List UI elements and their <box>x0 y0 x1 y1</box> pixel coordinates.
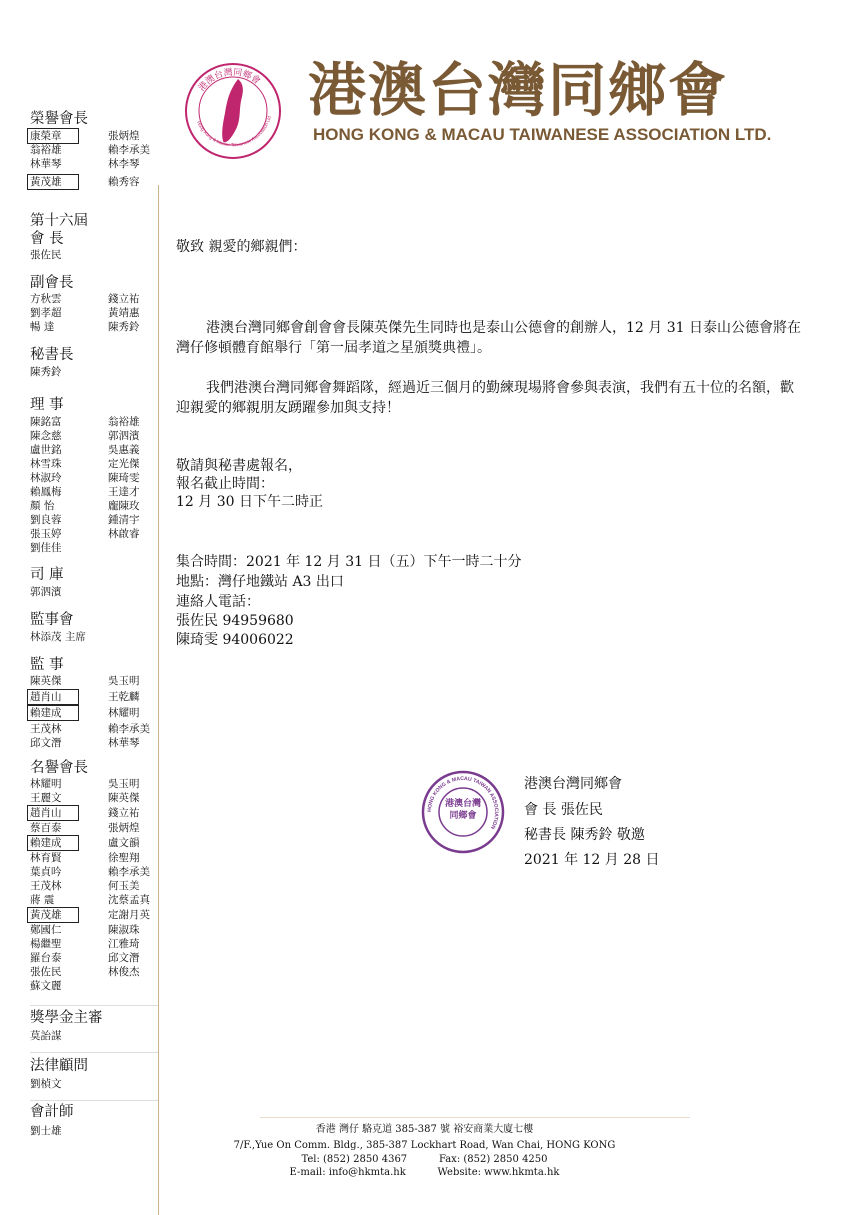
register-deadline: 12 月 30 日下午二時正 <box>176 494 323 510</box>
footer-address-en: 7/F.,Yue On Comm. Bldg., 385-387 Lockhart Road, Wan Chai, HONG KONG <box>233 1140 616 1151</box>
contact-line: 張佐民 94959680 <box>176 613 294 629</box>
scholarship-name: 莫詒謀 <box>30 1030 62 1042</box>
list-item: 林淑玲 陳琦雯 <box>30 472 140 484</box>
supervisors-title: 監 事 <box>30 657 64 673</box>
treasurer-name: 郭泗濱 <box>30 586 62 598</box>
association-title-cn: 港澳台灣同鄉會 <box>308 56 729 124</box>
signature-date: 2021 年 12 月 28 日 <box>524 852 660 868</box>
sidebar-separator <box>30 1100 158 1101</box>
letter-greeting: 敬致 親愛的鄉親們： <box>176 239 307 255</box>
detail-line: 集合時間：2021 年 12 月 31 日（五）下午一時二十分 <box>176 554 522 570</box>
signature-chair: 會 長 張佐民 <box>524 802 603 818</box>
list-item: 邱文潛 林華琴 <box>30 737 140 749</box>
footer-phone: Tel: (852) 2850 4367 Fax: (852) 2850 4250 <box>301 1154 548 1165</box>
list-item: 方秋雲 錢立祐 <box>30 293 140 305</box>
association-title-en: HONG KONG & MACAU TAIWANESE ASSOCIATION LTD. <box>313 125 772 144</box>
list-item: 鄭國仁 陳淑珠 <box>30 924 140 936</box>
supervisory-chair: 林添茂 主席 <box>30 631 86 643</box>
treasurer-title: 司 庫 <box>30 567 64 583</box>
list-item: 賴建成 盧文韻 <box>30 837 140 849</box>
secretary-name: 陳秀鈴 <box>30 366 62 378</box>
accountant-title: 會計師 <box>30 1104 74 1120</box>
list-item: 蔡百泰 張炳煌 <box>30 822 140 834</box>
list-item: 賴建成 林耀明 <box>30 707 140 719</box>
chair-title: 會 長 <box>30 231 64 247</box>
list-item: 賴鳳梅 王達才 <box>30 486 140 498</box>
sidebar-separator <box>30 1005 158 1006</box>
list-item: 劉良蓉 鍾清宇 <box>30 514 140 526</box>
list-item: 康榮章 張炳煌 <box>30 130 140 142</box>
detail-line: 連絡人電話： <box>176 594 260 610</box>
honorary-chair-title: 榮譽會長 <box>30 111 88 127</box>
list-item: 翁裕雄 賴李承美 <box>30 144 150 156</box>
signature-org: 港澳台灣同鄉會 <box>524 776 622 792</box>
list-item: 盧世銘 吳惠義 <box>30 444 140 456</box>
list-item: 楊繼聖 江雅琦 <box>30 938 140 950</box>
association-stamp: HONG KONG & MACAU TAIWAN ASSOCIATION 港澳台灣同鄉會 <box>421 770 505 854</box>
list-item: 蘇文麗 <box>30 980 62 992</box>
list-item: 葉貞吟 賴李承美 <box>30 866 150 878</box>
register-line: 敬請與秘書處報名， <box>176 458 302 474</box>
footer-divider <box>260 1117 690 1118</box>
letter-paragraph-2: 我們港澳台灣同鄉會舞蹈隊，經過近三個月的勤練現場將會參與表演，我們有五十位的名額，歡迎親愛的鄉親朋友踴躍參加與支持！ <box>176 380 794 416</box>
supervisory-title: 監事會 <box>30 612 74 628</box>
list-item: 張玉婷 林啟睿 <box>30 528 140 540</box>
list-item: 趙肖山 錢立祐 <box>30 807 140 819</box>
footer-address-cn: 香港 灣仔 駱克道 385-387 號 裕安商業大廈七樓 <box>315 1124 534 1135</box>
list-item: 顏 怡 龐陳玫 <box>30 500 140 512</box>
honorary-title: 名譽會長 <box>30 760 88 776</box>
list-item: 蔣 震 沈蔡孟真 <box>30 894 150 906</box>
sidebar-separator <box>30 1052 158 1053</box>
svg-text:HONG KONG & MACAU TAIWAN ASSOC: HONG KONG & MACAU TAIWAN ASSOCIATION <box>426 775 500 830</box>
contact-line: 陳琦雯 94006022 <box>176 632 294 648</box>
list-item: 張佐民 林俊杰 <box>30 966 140 978</box>
list-item: 林華琴 林李琴 <box>30 158 140 170</box>
signature-secretary: 秘書長 陳秀鈴 敬邀 <box>524 827 645 843</box>
letter-paragraph-1: 港澳台灣同鄉會創會會長陳英傑先生同時也是泰山公德會的創辦人，12 月 31 日泰山公德會將在灣仔修頓體育館舉行「第一屆孝道之星頒獎典禮」。 <box>176 320 801 356</box>
list-item: 陳英傑 吳玉明 <box>30 675 140 687</box>
list-item: 劉孝超 黃靖惠 <box>30 307 140 319</box>
detail-line: 地點：灣仔地鐵站 A3 出口 <box>176 574 344 590</box>
svg-text:港澳台灣同鄉會 <box>195 66 263 94</box>
list-item: 陳銘富 翁裕雄 <box>30 416 140 428</box>
term-label: 第十六屆 <box>30 213 88 229</box>
list-item: 林雪珠 定光傑 <box>30 458 140 470</box>
footer-contact: E-mail: info@hkmta.hk Website: www.hkmta.hk <box>289 1167 560 1178</box>
list-item: 王麗文 陳英傑 <box>30 792 140 804</box>
accountant-name: 劉士雄 <box>30 1125 62 1137</box>
directors-title: 理 事 <box>30 397 64 413</box>
list-item: 陳念慈 郭泗濱 <box>30 430 140 442</box>
list-item: 王茂林 賴李承美 <box>30 723 150 735</box>
legal-name: 劉楨文 <box>30 1078 62 1090</box>
chair-name: 張佐民 <box>30 249 62 261</box>
sidebar-roster <box>0 105 170 1150</box>
list-item: 暢 達 陳秀鈴 <box>30 321 140 333</box>
association-logo-seal <box>183 61 283 161</box>
logo-seal-en-text: Hong Kong & Macau Taiwanese Association Ltd <box>195 115 272 148</box>
logo-seal-cn-text: 港澳台灣同鄉會 <box>196 67 262 94</box>
legal-title: 法律顧問 <box>30 1058 88 1074</box>
vice-chair-title: 副會長 <box>30 275 74 291</box>
scholarship-title: 獎學金主審 <box>30 1010 103 1026</box>
list-item: 趙肖山 王乾麟 <box>30 691 140 703</box>
list-item: 羅台泰 邱文潛 <box>30 952 140 964</box>
list-item: 黃茂雄 賴秀容 <box>30 176 140 188</box>
register-line: 報名截止時間： <box>176 476 274 492</box>
list-item: 林耀明 吳玉明 <box>30 778 140 790</box>
list-item: 黃茂雄 定謝月英 <box>30 909 150 921</box>
secretary-title: 秘書長 <box>30 347 74 363</box>
list-item: 林育賢 徐聖翔 <box>30 852 140 864</box>
list-item: 王茂林 何玉美 <box>30 880 140 892</box>
list-item: 劉佳佳 <box>30 542 62 554</box>
